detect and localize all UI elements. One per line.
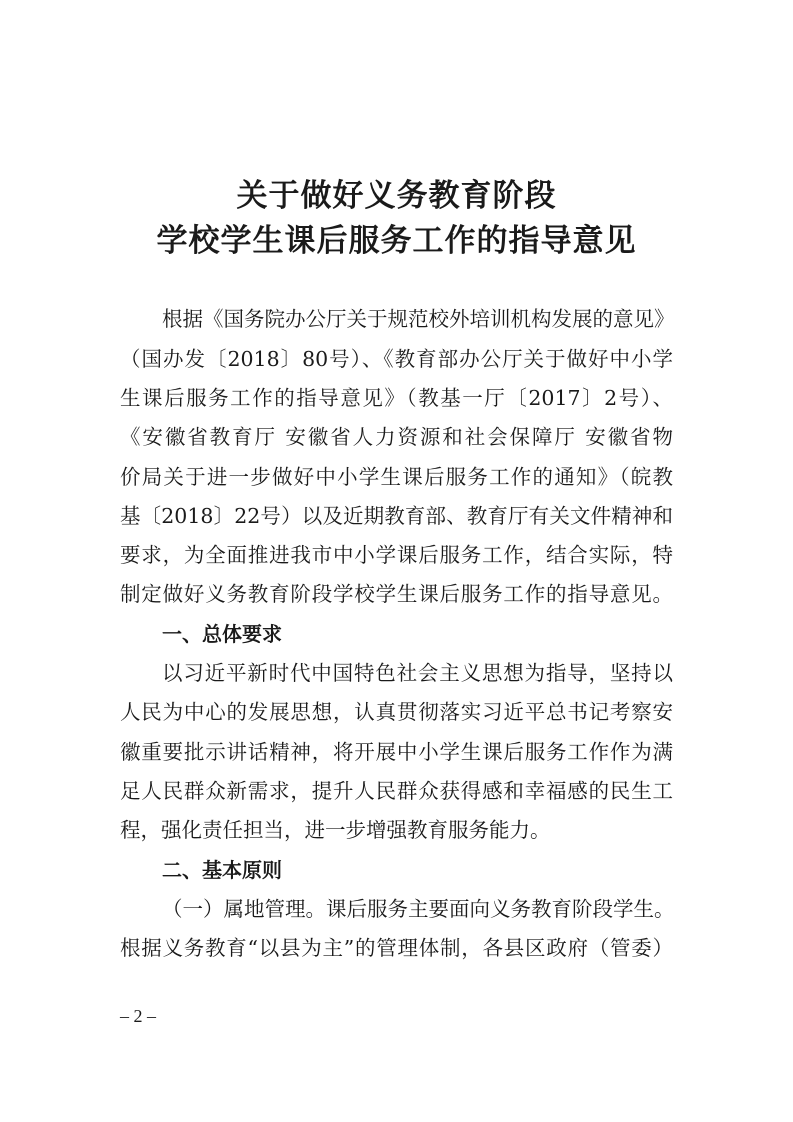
paragraph-line: 生课后服务工作的指导意见》（教基一厅〔2017〕2号）、	[120, 386, 673, 410]
paragraph-line: 根据《国务院办公厅关于规范校外培训机构发展的意见》	[162, 307, 675, 331]
paragraph-line: 要求，为全面推进我市中小学课后服务工作，结合实际，特	[120, 543, 673, 567]
document-title-line-1: 关于做好义务教育阶段	[236, 178, 557, 214]
document-title-line-2: 学校学生课后服务工作的指导意见	[156, 223, 637, 259]
section-heading-general-requirements: 一、总体要求	[162, 622, 282, 646]
paragraph-line: 程，强化责任担当，进一步增强教育服务能力。	[120, 818, 551, 842]
section-heading-basic-principles: 二、基本原则	[162, 858, 282, 882]
paragraph-line: （国办发〔2018〕80号）、《教育部办公厅关于做好中小学	[120, 347, 673, 371]
paragraph-line: 以习近平新时代中国特色社会主义思想为指导，坚持以	[162, 661, 673, 685]
paragraph-line: 基〔2018〕22号）以及近期教育部、教育厅有关文件精神和	[120, 504, 673, 528]
paragraph-line: 根据义务教育“以县为主”的管理体制，各县区政府（管委）	[120, 936, 673, 960]
paragraph-line: 徽重要批示讲话精神，将开展中小学生课后服务工作作为满	[120, 740, 673, 764]
paragraph-line: 人民为中心的发展思想，认真贯彻落实习近平总书记考察安	[120, 700, 673, 724]
paragraph-line: 制定做好义务教育阶段学校学生课后服务工作的指导意见。	[120, 582, 673, 606]
paragraph-line: 《安徽省教育厅 安徽省人力资源和社会保障厅 安徽省物	[120, 425, 673, 449]
page-number: – 2 –	[120, 1006, 156, 1026]
paragraph-line: （一）属地管理。课后服务主要面向义务教育阶段学生。	[162, 897, 675, 921]
paragraph-line: 足人民群众新需求，提升人民群众获得感和幸福感的民生工	[120, 779, 673, 803]
paragraph-line: 价局关于进一步做好中小学生课后服务工作的通知》（皖教	[120, 465, 673, 489]
